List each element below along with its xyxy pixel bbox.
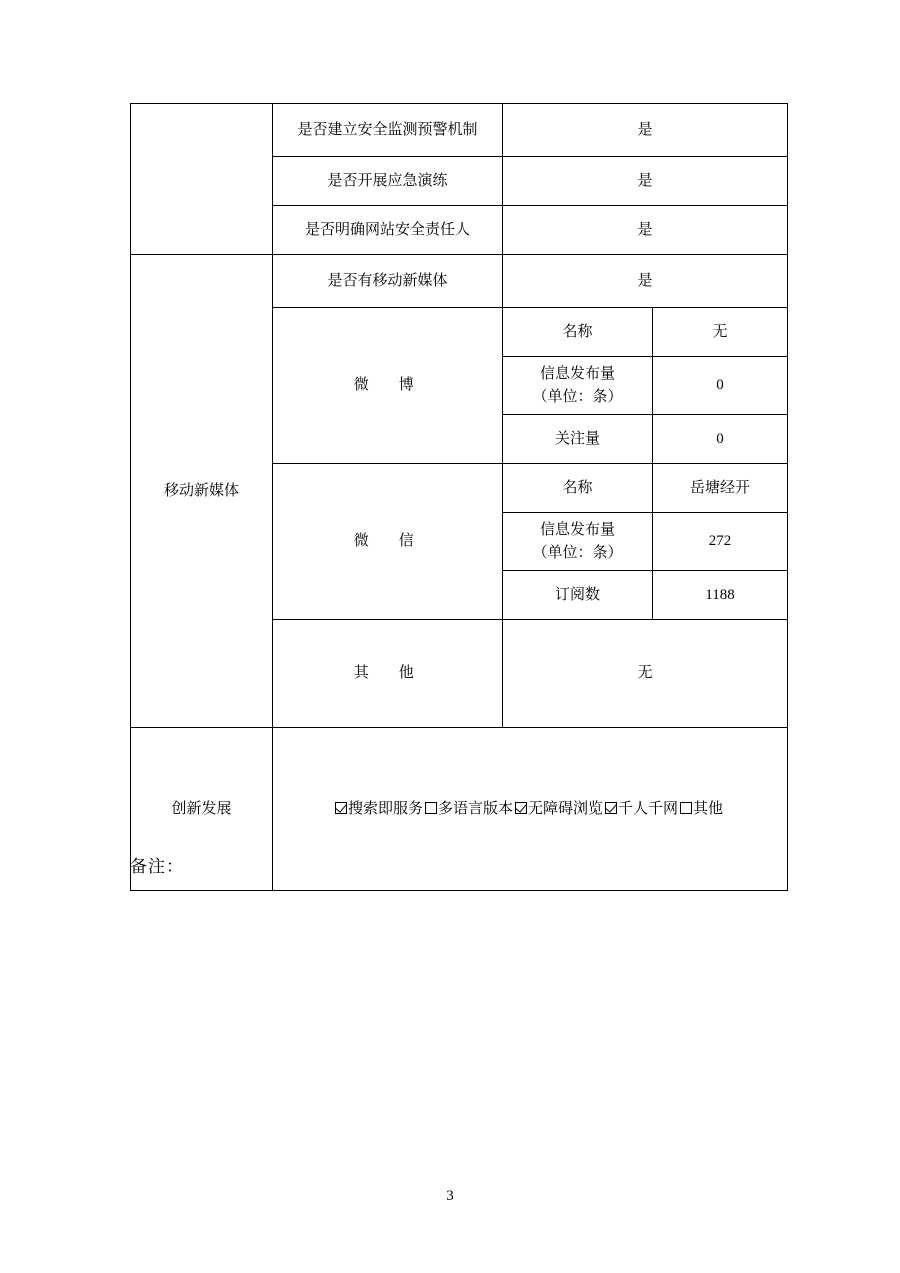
innovation-option-label: 无障碍浏览 — [528, 800, 604, 817]
innovation-option[interactable] — [425, 801, 513, 817]
safety-monitor-value: 是 — [503, 104, 788, 157]
weibo-follow-value: 0 — [653, 415, 788, 464]
weibo-name-label: 名称 — [503, 308, 653, 357]
weixin-publish-label-line1: 信息发布量 — [539, 522, 615, 538]
remark-label: 备注： — [130, 857, 185, 876]
unchecked-checkbox-icon[interactable] — [425, 802, 437, 814]
table-row — [131, 255, 788, 308]
innovation-options-cell — [273, 728, 788, 891]
weibo-publish-label-line1: 信息发布量 — [539, 366, 615, 382]
weibo-publish-label-line2: （单位：条） — [532, 388, 623, 405]
innovation-option[interactable] — [605, 801, 678, 817]
weibo-follow-label: 关注量 — [503, 415, 653, 464]
weixin-label: 微 信 — [273, 464, 503, 620]
innovation-option-label: 搜索即服务 — [347, 800, 423, 817]
innovation-option[interactable] — [335, 801, 423, 817]
weixin-name-value: 岳塘经开 — [653, 464, 788, 513]
innovation-label: 创新发展 — [131, 728, 273, 891]
checked-checkbox-icon[interactable] — [335, 802, 347, 814]
weibo-name-value: 无 — [653, 308, 788, 357]
security-owner-value: 是 — [503, 206, 788, 255]
innovation-option-label: 多语言版本 — [437, 800, 513, 817]
emergency-drill-value: 是 — [503, 157, 788, 206]
table-row — [131, 728, 788, 891]
weixin-name-label: 名称 — [503, 464, 653, 513]
weibo-publish-value: 0 — [653, 357, 788, 415]
innovation-checkbox-group[interactable] — [277, 798, 783, 821]
other-label: 其 他 — [273, 620, 503, 728]
table-row — [131, 104, 788, 157]
emergency-drill-label: 是否开展应急演练 — [273, 157, 503, 206]
innovation-option[interactable] — [515, 801, 603, 817]
page-number: 3 — [446, 1188, 454, 1204]
weixin-publish-label — [503, 513, 653, 571]
weixin-subscribe-value: 1188 — [653, 571, 788, 620]
empty-group-cell — [131, 104, 273, 255]
weixin-publish-value: 272 — [653, 513, 788, 571]
innovation-option[interactable] — [680, 801, 723, 817]
weixin-publish-label-line2: （单位：条） — [532, 544, 623, 561]
innovation-option-label: 千人千网 — [618, 800, 679, 817]
checked-checkbox-icon[interactable] — [515, 802, 527, 814]
innovation-option-label: 其他 — [693, 800, 724, 817]
weibo-label: 微 博 — [273, 308, 503, 464]
checked-checkbox-icon[interactable] — [605, 802, 617, 814]
website-report-table — [130, 103, 788, 891]
has-mobile-media-value: 是 — [503, 255, 788, 308]
weibo-publish-label — [503, 357, 653, 415]
other-value: 无 — [503, 620, 788, 728]
safety-monitor-label: 是否建立安全监测预警机制 — [273, 104, 503, 157]
security-owner-label: 是否明确网站安全责任人 — [273, 206, 503, 255]
weixin-subscribe-label: 订阅数 — [503, 571, 653, 620]
has-mobile-media-label: 是否有移动新媒体 — [273, 255, 503, 308]
unchecked-checkbox-icon[interactable] — [680, 802, 692, 814]
mobile-media-group-label: 移动新媒体 — [131, 255, 273, 728]
